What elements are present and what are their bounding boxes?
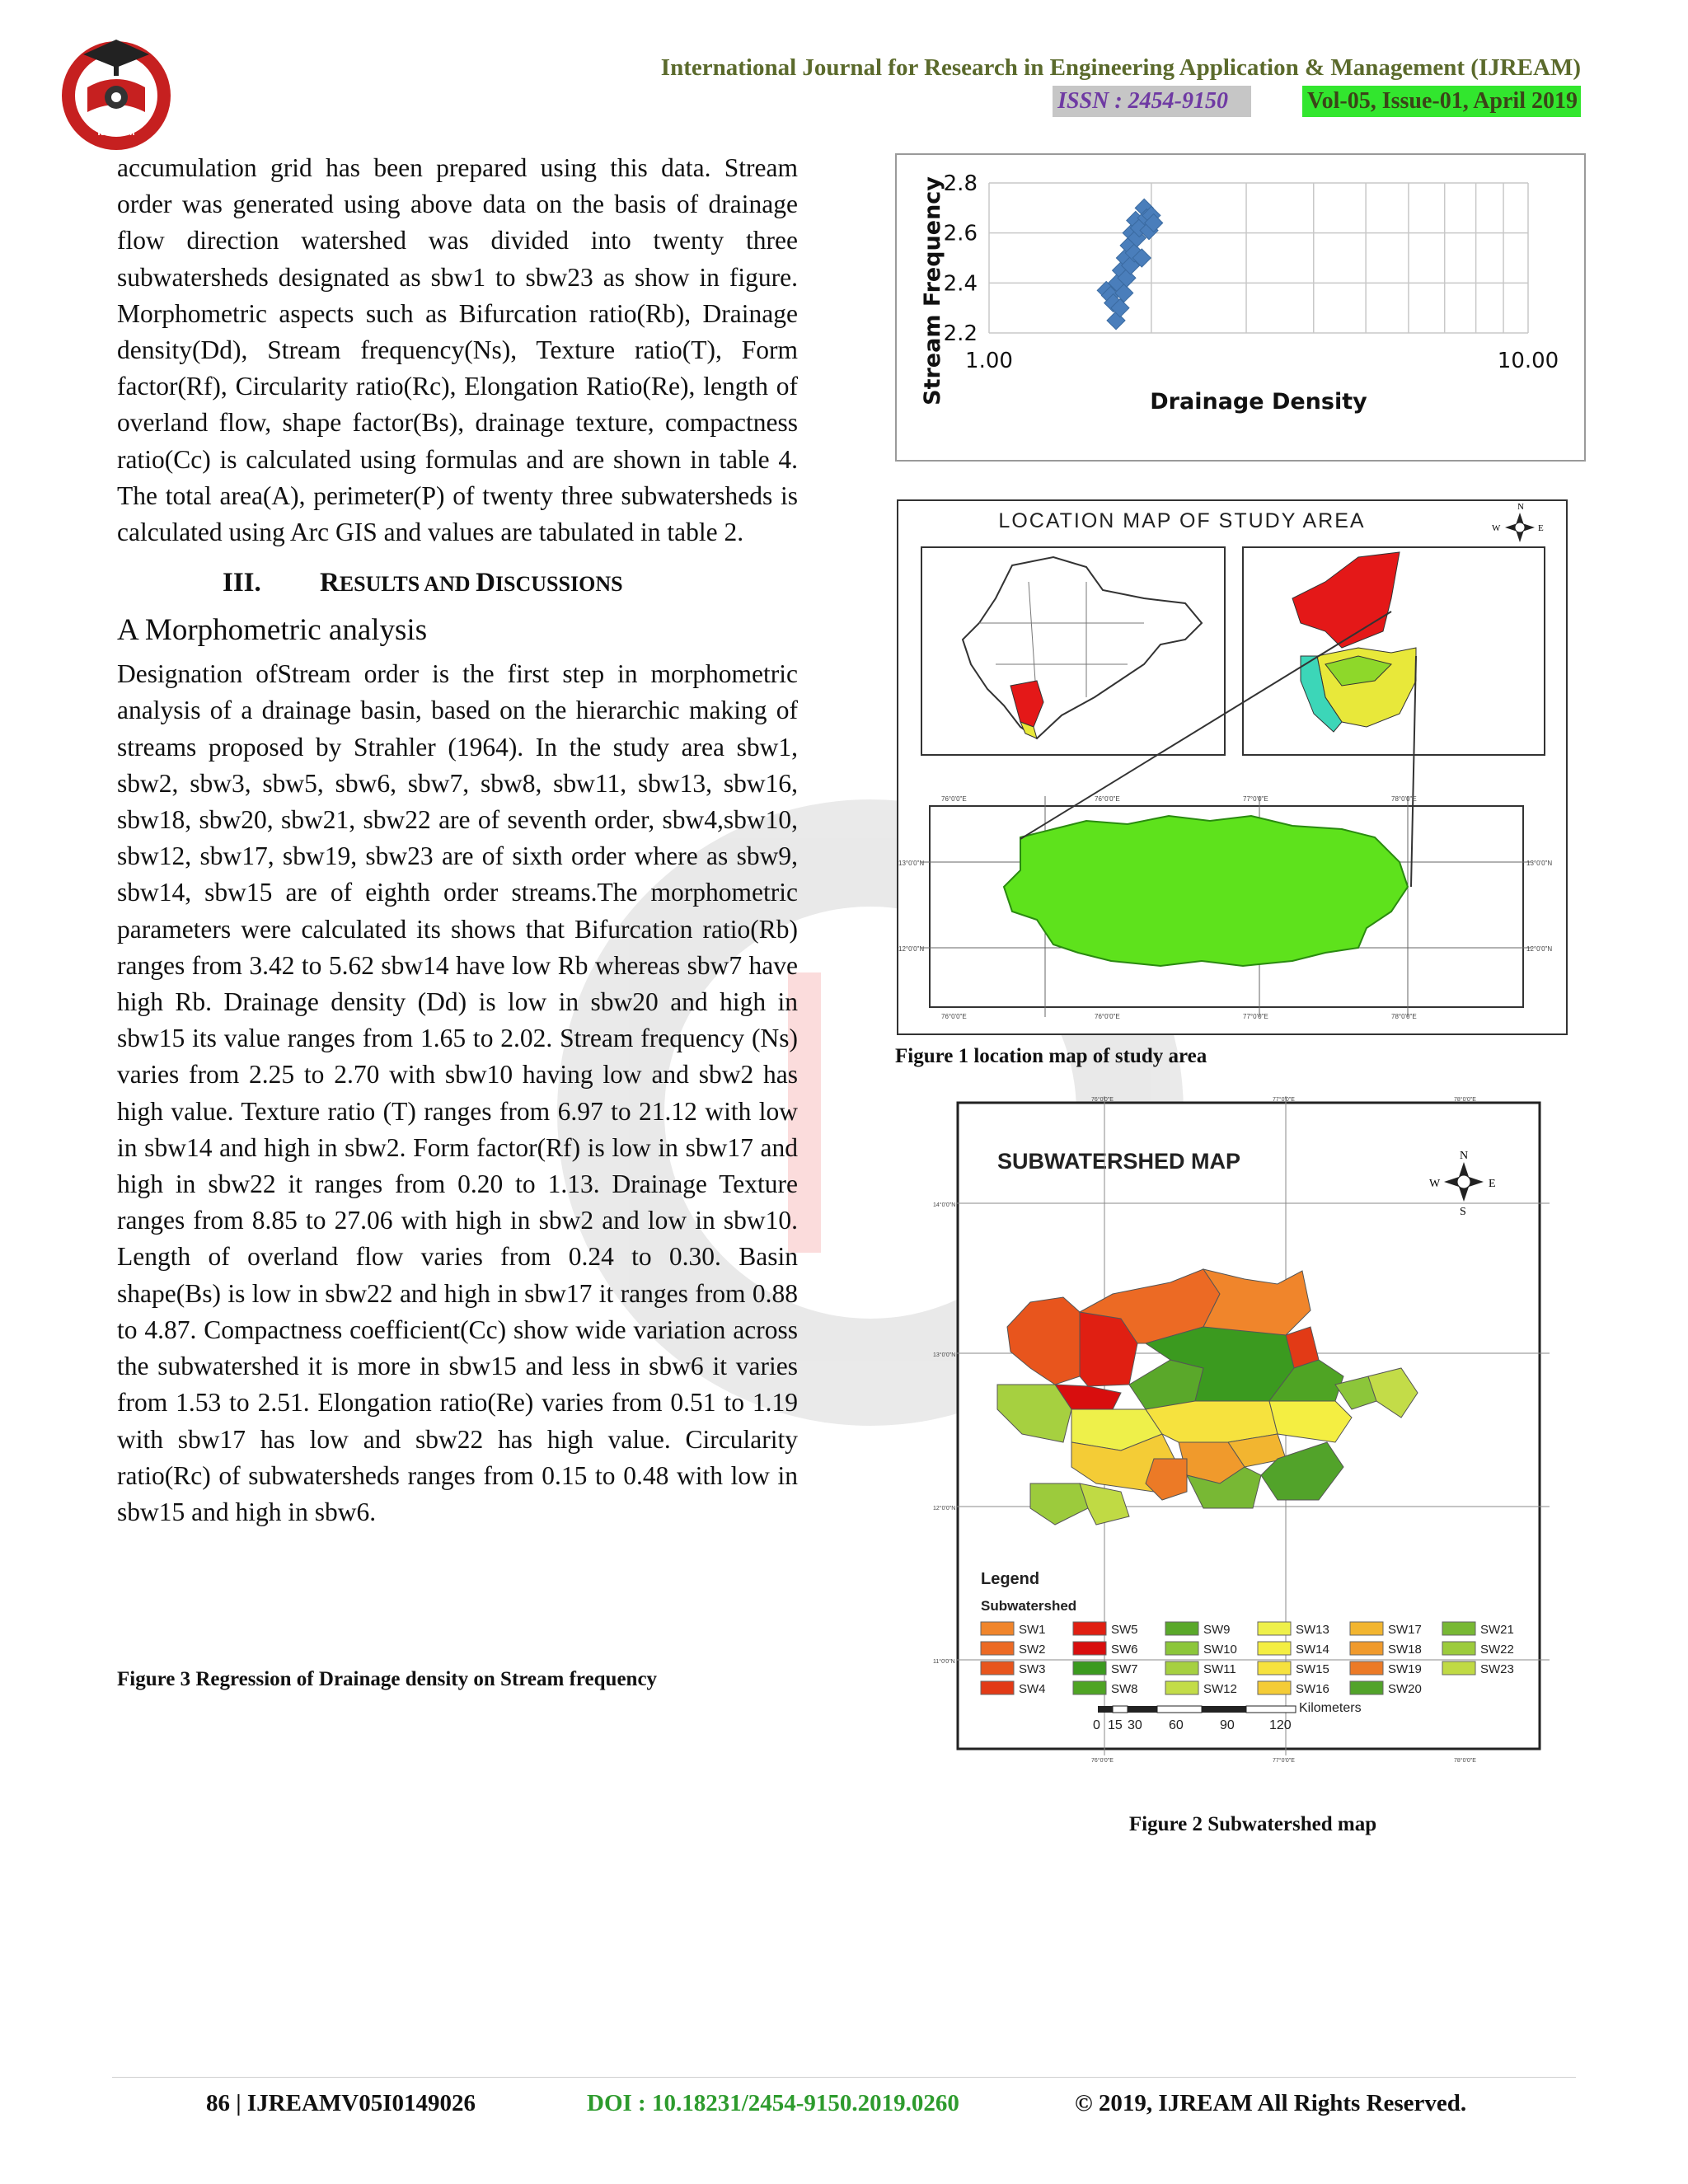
legend-swatch: [1350, 1622, 1383, 1635]
svg-text:60: 60: [1169, 1718, 1184, 1732]
svg-text:78°0'0"E: 78°0'0"E: [1454, 1097, 1476, 1103]
legend-label: SW7: [1111, 1662, 1138, 1676]
svg-text:0: 0: [1093, 1718, 1100, 1732]
svg-text:76°0'0"E: 76°0'0"E: [941, 1013, 967, 1020]
left-column: [117, 150, 798, 1530]
legend-label: SW3: [1019, 1662, 1046, 1676]
legend-label: SW9: [1203, 1623, 1231, 1637]
legend-label: SW22: [1480, 1643, 1514, 1657]
legend-swatch: [1165, 1661, 1198, 1675]
legend-swatch: [1165, 1681, 1198, 1694]
legend-swatch: [1258, 1622, 1291, 1635]
legend-swatch: [981, 1622, 1014, 1635]
svg-text:13°0'0"N: 13°0'0"N: [898, 860, 925, 867]
section-title-part: R: [320, 568, 340, 598]
svg-text:76°0'0"E: 76°0'0"E: [1091, 1097, 1114, 1103]
svg-text:W: W: [1429, 1178, 1441, 1190]
svg-text:77°0'0"E: 77°0'0"E: [1273, 1758, 1295, 1764]
footer-copyright: © 2019, IJREAM All Rights Reserved.: [1075, 2090, 1467, 2116]
svg-text:13°0'0"N: 13°0'0"N: [1526, 860, 1553, 867]
legend-swatch: [1258, 1642, 1291, 1655]
legend-swatch: [1350, 1661, 1383, 1675]
svg-text:Kilometers: Kilometers: [1299, 1701, 1362, 1715]
svg-text:76°0'0"E: 76°0'0"E: [1095, 1013, 1120, 1020]
legend-label: SW16: [1296, 1682, 1329, 1696]
subsection-heading: A Morphometric analysis: [117, 613, 428, 648]
y-axis-label: Stream Frequency: [920, 176, 945, 405]
y-tick-label: 2.8: [943, 171, 978, 196]
x-tick-label: 1.00: [965, 349, 1013, 373]
footer-page-id: 86 | IJREAMV05I0149026: [206, 2090, 476, 2116]
legend-swatch: [1165, 1642, 1198, 1655]
body-paragraph-2: Designation ofStream order is the first step in morphometric analysis of a drainage basin, based on the hierarchic making of streams proposed by Strahler (1964). In the study area sbw1, sbw2, sbw3, sbw5, sbw6, sbw7, sbw8, sbw11, sbw13, sbw16, sbw18, sbw20, sbw21, sbw22 are of seventh order, sbw4,sbw10, sbw12, sbw17, sbw19, sbw23 are of sixth order where as sbw9, sbw14, sbw15 are of eighth order streams.The morphometric parameters were calculated its shows that Bifurcation ratio(Rb) ranges from 3.42 to 5.62 sbw14 have low Rb whereas sbw7 have high Rb. Drainage density (Dd) is low in sbw20 and high in sbw15 its value ranges from 1.65 to 2.02. Stream frequency (Ns) varies from 2.25 to 2.70 with sbw10 having low and sbw2 has high value. Texture ratio (T) ranges from 6.97 to 21.12 with low in sbw14 and high in sbw2. Form factor(Rf) is low in sbw17 and high in sbw22 it ranges from 0.20 to 1.13. Drainage Texture ranges from 8.85 to 27.06 with high in sbw2 and low in sbw10. Length of overland flow varies from 0.24 to 0.30. Basin shape(Bs) is low in sbw22 and high in sbw17 it ranges from 0.88 to 4.87. Compactness coefficient(Cc) show wide variation across the subwatershed it is more in sbw15 and less in sbw6 it varies from 1.53 to 2.51. Elongation ratio(Re) varies from 0.51 to 1.19 with sbw17 has low and sbw22 has high value. Circularity ratio(Rc) of subwatersheds ranges from 0.15 to 0.48 with low in sbw15 and high in sbw6.: [117, 659, 798, 1526]
svg-text:E: E: [1538, 523, 1544, 533]
subwatershed-map: [933, 1096, 1550, 1772]
svg-text:77°0'0"E: 77°0'0"E: [1243, 795, 1268, 803]
legend-swatch: [1165, 1622, 1198, 1635]
subwatershed-map-title: SUBWATERSHED MAP: [997, 1149, 1241, 1174]
svg-text:76°0'0"E: 76°0'0"E: [1091, 1758, 1114, 1764]
legend-swatch: [1258, 1681, 1291, 1694]
legend-swatch: [1350, 1681, 1383, 1694]
legend-label: SW1: [1019, 1623, 1046, 1637]
legend-title: Legend: [981, 1570, 1040, 1588]
section-title-part: ISCUSSIONS: [495, 572, 623, 597]
svg-text:14°0'0"N: 14°0'0"N: [933, 1202, 956, 1208]
ijream-logo: [54, 30, 178, 153]
legend-label: SW15: [1296, 1662, 1329, 1676]
svg-text:76°0'0"E: 76°0'0"E: [1095, 795, 1120, 803]
legend-swatch: [1073, 1642, 1106, 1655]
figure-2-caption: Figure 2 Subwatershed map: [1128, 1813, 1377, 1835]
svg-text:77°0'0"E: 77°0'0"E: [1273, 1097, 1295, 1103]
svg-text:E: E: [1489, 1178, 1496, 1190]
legend-subtitle: Subwatershed: [981, 1598, 1077, 1614]
legend-swatch: [1442, 1642, 1475, 1655]
x-tick-label: 10.00: [1497, 349, 1559, 373]
legend-label: SW6: [1111, 1643, 1138, 1657]
section-title-part: D: [476, 568, 495, 598]
legend-swatch: [981, 1661, 1014, 1675]
section-title-part: ESULTS AND: [339, 572, 476, 597]
figure-3-caption: Figure 3 Regression of Drainage density on Stream frequency: [117, 1668, 658, 1690]
x-axis-label: Drainage Density: [1150, 389, 1367, 415]
legend-label: SW2: [1019, 1643, 1046, 1657]
svg-text:77°0'0"E: 77°0'0"E: [1243, 1013, 1268, 1020]
legend-label: SW12: [1203, 1682, 1237, 1696]
svg-text:12°0'0"N: 12°0'0"N: [933, 1506, 956, 1511]
svg-text:90: 90: [1220, 1718, 1235, 1732]
y-tick-label: 2.4: [943, 271, 978, 297]
legend-swatch: [1442, 1661, 1475, 1675]
y-tick-label: 2.2: [943, 321, 978, 346]
svg-text:11°0'0"N: 11°0'0"N: [933, 1659, 955, 1665]
location-map-title: LOCATION MAP OF STUDY AREA: [998, 509, 1366, 532]
journal-title: International Journal for Research in Engineering Application & Management (IJREAM): [660, 54, 1581, 81]
svg-text:78°0'0"E: 78°0'0"E: [1391, 1013, 1417, 1020]
volume-badge: Vol-05, Issue-01, April 2019: [1302, 86, 1581, 117]
legend-label: SW11: [1203, 1662, 1236, 1676]
legend-label: SW18: [1388, 1643, 1422, 1657]
svg-text:76°0'0"E: 76°0'0"E: [941, 795, 967, 803]
legend-label: SW19: [1388, 1662, 1422, 1676]
subwatershed-sw15: [1146, 1401, 1278, 1442]
legend-label: SW17: [1388, 1623, 1422, 1637]
svg-text:78°0'0"E: 78°0'0"E: [1454, 1758, 1476, 1764]
legend-label: SW5: [1111, 1623, 1138, 1637]
svg-text:78°0'0"E: 78°0'0"E: [1391, 795, 1417, 803]
footer-doi: DOI : 10.18231/2454-9150.2019.0260: [587, 2090, 959, 2116]
svg-text:N: N: [1517, 502, 1524, 512]
legend-label: SW13: [1296, 1623, 1329, 1637]
legend-swatch: [1073, 1661, 1106, 1675]
legend-label: SW10: [1203, 1643, 1237, 1657]
legend-label: SW23: [1480, 1662, 1514, 1676]
legend-label: SW20: [1388, 1682, 1422, 1696]
legend-swatch: [981, 1681, 1014, 1694]
footer-divider: [112, 2077, 1576, 2078]
svg-text:W: W: [1492, 523, 1501, 533]
svg-text:13°0'0"N: 13°0'0"N: [933, 1352, 956, 1358]
y-tick-label: 2.6: [943, 221, 978, 246]
legend-label: SW21: [1480, 1623, 1514, 1637]
legend-swatch: [1350, 1642, 1383, 1655]
study-area-shape: [1004, 816, 1408, 966]
legend-label: SW4: [1019, 1682, 1046, 1696]
legend-swatch: [1442, 1622, 1475, 1635]
svg-text:15: 15: [1108, 1718, 1123, 1732]
svg-text:N: N: [1460, 1150, 1469, 1162]
legend-label: SW8: [1111, 1682, 1138, 1696]
body-paragraph-1: accumulation grid has been prepared using this data. Stream order was generated using above data on the basis of drainage flow direction watershed was divided into twenty three subwatersheds designated as sbw1 to sbw23 as show in figure. Morphometric aspects such as Bifurcation ratio(Rb), Drainage density(Dd), Stream frequency(Ns), Texture ratio(T), Form factor(Rf), Circularity ratio(Rc), Elongation Ratio(Re), length of overland flow, shape factor(Bs), drainage texture, compactness ratio(Cc) is calculated using formulas and are shown in table 4. The total area(A), perimeter(P) of twenty three subwatersheds is calculated using Arc GIS and values are tabulated in table 2.: [117, 153, 798, 547]
location-map: [897, 499, 1568, 1035]
svg-text:30: 30: [1128, 1718, 1142, 1732]
issn-badge: ISSN : 2454-9150: [1053, 86, 1251, 117]
svg-text:12°0'0"N: 12°0'0"N: [1526, 945, 1553, 953]
issn-volume-line: [989, 86, 1581, 117]
legend-swatch: [1073, 1622, 1106, 1635]
legend-label: SW14: [1296, 1643, 1329, 1657]
svg-text:120: 120: [1269, 1718, 1292, 1732]
logo-text: IJREAM: [97, 126, 135, 138]
scatter-chart: [895, 153, 1586, 462]
legend-swatch: [1258, 1661, 1291, 1675]
section-heading: [117, 562, 798, 603]
svg-text:12°0'0"N: 12°0'0"N: [898, 945, 925, 953]
figure-1-caption: Figure 1 location map of study area: [895, 1045, 1207, 1067]
scatter-chart-svg: [897, 155, 1584, 460]
legend-swatch: [981, 1642, 1014, 1655]
legend-swatch: [1073, 1681, 1106, 1694]
svg-text:S: S: [1460, 1206, 1466, 1218]
section-number: III.: [223, 568, 261, 598]
